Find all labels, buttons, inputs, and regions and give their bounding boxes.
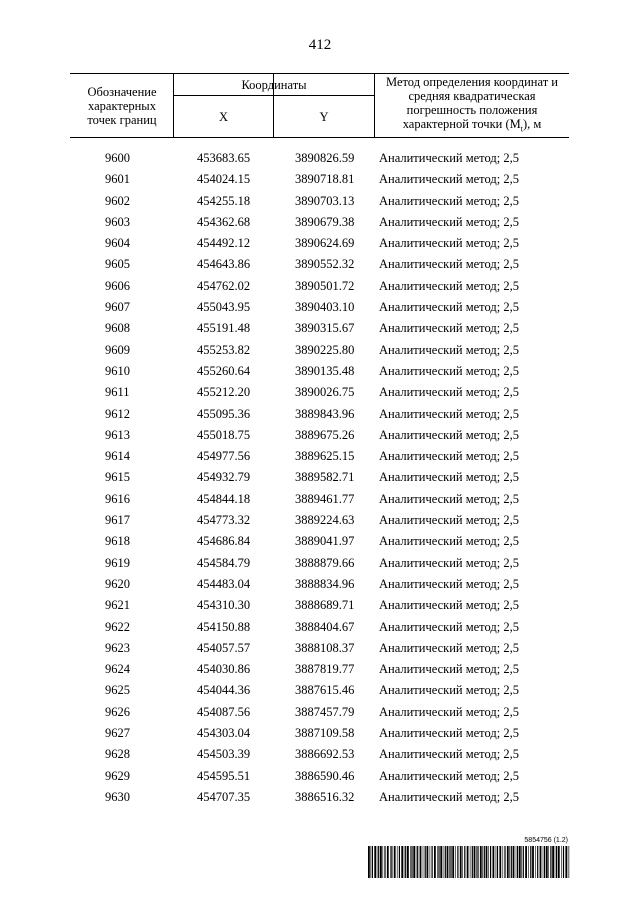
method-cell: Аналитический метод; 2,5 [379,151,519,165]
table-row [70,531,569,552]
method-cell: Аналитический метод; 2,5 [379,598,519,613]
table-row [70,233,569,254]
table-row [70,766,569,787]
method-cell: Аналитический метод; 2,5 [379,236,519,251]
point-cell: 9622 [105,619,130,634]
y-cell: 3887457.79 [295,704,355,719]
x-cell: 454483.04 [197,576,251,591]
table-header [70,73,569,138]
x-cell: 454844.18 [197,491,251,506]
y-cell: 3890826.59 [295,151,355,165]
method-cell: Аналитический метод; 2,5 [379,278,519,293]
table-row [70,425,569,446]
method-cell: Аналитический метод; 2,5 [379,470,519,485]
point-cell: 9611 [105,385,130,400]
table-row [70,638,569,659]
point-cell: 9607 [105,300,130,315]
table-row [70,361,569,382]
x-cell: 454150.88 [197,619,251,634]
x-cell: 455191.48 [197,321,251,336]
y-cell: 3889625.15 [295,449,355,464]
table-row [70,510,569,531]
x-cell: 454503.39 [197,747,251,762]
table-row [70,574,569,595]
method-cell: Аналитический метод; 2,5 [379,619,519,634]
point-cell: 9626 [105,704,130,719]
point-cell: 9614 [105,449,130,464]
x-cell: 454030.86 [197,662,251,677]
y-cell: 3886692.53 [295,747,355,762]
table-row [70,744,569,765]
table-row [70,595,569,616]
point-cell: 9603 [105,214,130,229]
y-cell: 3887109.58 [295,726,355,741]
method-cell: Аналитический метод; 2,5 [379,555,519,570]
y-cell: 3889041.97 [295,534,355,549]
y-cell: 3889224.63 [295,513,355,528]
point-cell: 9623 [105,640,130,655]
x-cell: 455260.64 [197,363,251,378]
point-cell: 9600 [105,151,130,165]
y-cell: 3890718.81 [295,172,355,187]
x-cell: 455043.95 [197,300,251,315]
header-point: Обозначение характерных точек границ [87,85,157,127]
x-cell: 454087.56 [197,704,251,719]
x-cell: 454057.57 [197,640,251,655]
method-cell: Аналитический метод; 2,5 [379,726,519,741]
method-cell: Аналитический метод; 2,5 [379,385,519,400]
y-cell: 3889461.77 [295,491,355,506]
y-cell: 3890552.32 [295,257,355,272]
point-cell: 9627 [105,726,130,741]
table-row [70,467,569,488]
method-cell: Аналитический метод; 2,5 [379,640,519,655]
point-cell: 9601 [105,172,130,187]
x-cell: 453683.65 [197,151,251,165]
table-row [70,382,569,403]
header-divider [374,74,375,137]
y-cell: 3888108.37 [295,640,355,655]
x-cell: 455018.75 [197,427,251,442]
y-cell: 3888689.71 [295,598,355,613]
header-method-text: Метод определения координат и средняя квадратическая погрешность положения характерной точки (M [386,75,558,132]
point-cell: 9602 [105,193,130,208]
x-cell: 454044.36 [197,683,251,698]
point-cell: 9608 [105,321,130,336]
point-cell: 9620 [105,576,130,591]
header-x: X [218,109,229,124]
table-row [70,617,569,638]
x-cell: 455253.82 [197,342,251,357]
method-cell: Аналитический метод; 2,5 [379,427,519,442]
point-cell: 9613 [105,427,130,442]
table-row [70,489,569,510]
table-row [70,254,569,275]
y-cell: 3889582.71 [295,470,355,485]
header-coordinates: Координаты [241,78,307,92]
table-row [70,659,569,680]
header-method-unit: ), м [522,117,542,132]
table-row [70,680,569,701]
x-cell: 454362.68 [197,214,251,229]
x-cell: 455212.20 [197,385,251,400]
method-cell: Аналитический метод; 2,5 [379,257,519,272]
table-row [70,723,569,744]
y-cell: 3890679.38 [295,214,355,229]
method-cell: Аналитический метод; 2,5 [379,747,519,762]
x-cell: 454310.30 [197,598,251,613]
point-cell: 9617 [105,513,130,528]
x-cell: 454024.15 [197,172,251,187]
x-cell: 454707.35 [197,789,251,804]
y-cell: 3890703.13 [295,193,355,208]
document-code: 5854756 (1.2) [524,837,568,844]
y-cell: 3888879.66 [295,555,355,570]
point-cell: 9621 [105,598,130,613]
table-row [70,191,569,212]
method-cell: Аналитический метод; 2,5 [379,576,519,591]
method-cell: Аналитический метод; 2,5 [379,321,519,336]
method-cell: Аналитический метод; 2,5 [379,704,519,719]
x-cell: 454584.79 [197,555,251,570]
table-row [70,340,569,361]
point-cell: 9604 [105,236,130,251]
y-cell: 3890315.67 [295,321,355,336]
barcode-icon [368,846,570,878]
table-row [70,446,569,467]
method-cell: Аналитический метод; 2,5 [379,491,519,506]
y-cell: 3888404.67 [295,619,355,634]
x-cell: 454255.18 [197,193,251,208]
table-row [70,404,569,425]
table-row [70,212,569,233]
page-number: 412 [308,37,332,53]
x-cell: 454762.02 [197,278,251,293]
y-cell: 3889843.96 [295,406,355,421]
x-cell: 454492.12 [197,236,251,251]
table-row [70,276,569,297]
table-row [70,318,569,339]
x-cell: 454303.04 [197,726,251,741]
x-cell: 454643.86 [197,257,251,272]
table-row [70,702,569,723]
y-cell: 3890135.48 [295,363,355,378]
y-cell: 3890403.10 [295,300,355,315]
point-cell: 9606 [105,278,130,293]
y-cell: 3890026.75 [295,385,355,400]
y-cell: 3890624.69 [295,236,355,251]
method-cell: Аналитический метод; 2,5 [379,342,519,357]
point-cell: 9619 [105,555,130,570]
method-cell: Аналитический метод; 2,5 [379,406,519,421]
point-cell: 9625 [105,683,130,698]
point-cell: 9605 [105,257,130,272]
y-cell: 3890501.72 [295,278,355,293]
x-cell: 454977.56 [197,449,251,464]
method-cell: Аналитический метод; 2,5 [379,662,519,677]
y-cell: 3887615.46 [295,683,355,698]
header-method [376,75,568,137]
x-cell: 454773.32 [197,513,251,528]
x-cell: 454932.79 [197,470,251,485]
point-cell: 9629 [105,768,130,783]
table-row [70,553,569,574]
point-cell: 9630 [105,789,130,804]
table-row [70,297,569,318]
point-cell: 9624 [105,662,130,677]
y-cell: 3887819.77 [295,662,355,677]
method-cell: Аналитический метод; 2,5 [379,789,519,804]
method-cell: Аналитический метод; 2,5 [379,363,519,378]
point-cell: 9609 [105,342,130,357]
point-cell: 9615 [105,470,130,485]
y-cell: 3890225.80 [295,342,355,357]
x-cell: 454686.84 [197,534,251,549]
method-cell: Аналитический метод; 2,5 [379,214,519,229]
point-cell: 9618 [105,534,130,549]
y-cell: 3886516.32 [295,789,355,804]
method-cell: Аналитический метод; 2,5 [379,300,519,315]
header-method-subscript: t [520,124,523,134]
method-cell: Аналитический метод; 2,5 [379,683,519,698]
header-y: Y [319,109,329,124]
table-body [70,148,569,808]
method-cell: Аналитический метод; 2,5 [379,172,519,187]
method-cell: Аналитический метод; 2,5 [379,449,519,464]
method-cell: Аналитический метод; 2,5 [379,534,519,549]
point-cell: 9612 [105,406,130,421]
method-cell: Аналитический метод; 2,5 [379,768,519,783]
y-cell: 3886590.46 [295,768,355,783]
y-cell: 3888834.96 [295,576,355,591]
point-cell: 9610 [105,363,130,378]
x-cell: 454595.51 [197,768,251,783]
y-cell: 3889675.26 [295,427,355,442]
x-cell: 455095.36 [197,406,251,421]
point-cell: 9628 [105,747,130,762]
point-cell: 9616 [105,491,130,506]
table-row [70,169,569,190]
method-cell: Аналитический метод; 2,5 [379,193,519,208]
table-row [70,148,569,169]
table-row [70,787,569,808]
method-cell: Аналитический метод; 2,5 [379,513,519,528]
